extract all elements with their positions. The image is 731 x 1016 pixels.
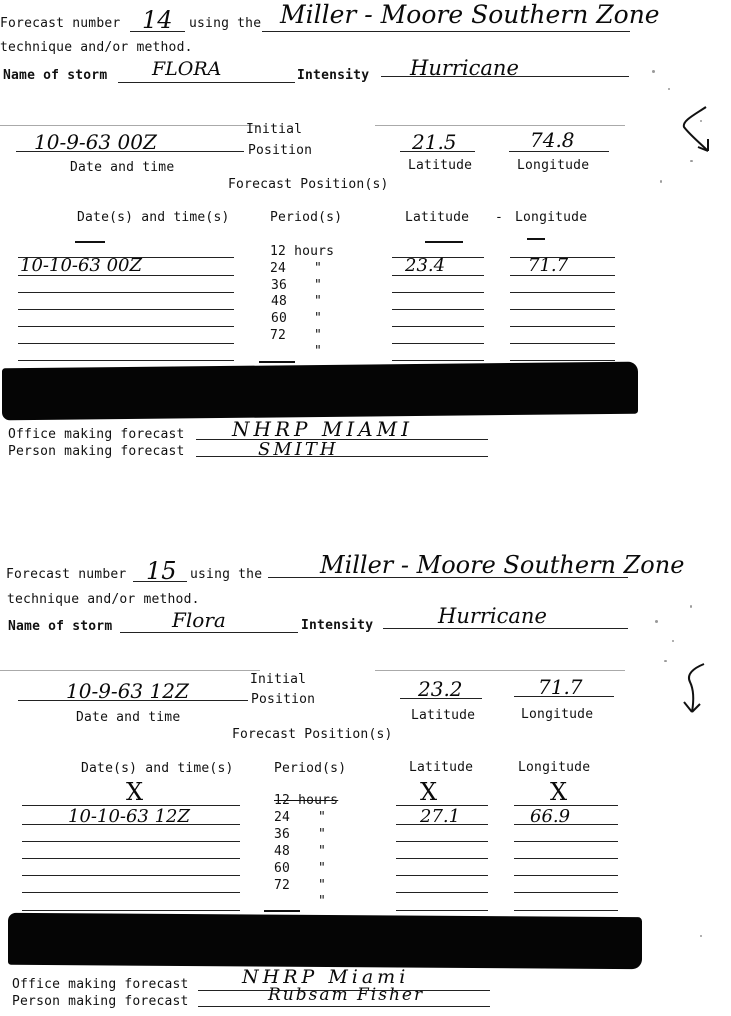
ditto-mark: " <box>318 861 327 876</box>
col-longitude-header: Longitude <box>515 210 588 225</box>
longitude-label: Longitude <box>521 707 594 722</box>
period-48: 48 <box>274 844 291 859</box>
using-the-label: using the <box>189 16 262 31</box>
col-dates-header: Date(s) and time(s) <box>81 761 234 776</box>
forecast-positions-label: Forecast Position(s) <box>232 727 393 742</box>
ditto-mark: " <box>314 261 323 276</box>
col-period-header: Period(s) <box>270 210 343 225</box>
col-dates-header: Date(s) and time(s) <box>77 210 230 225</box>
office-value: NHRP MIAMI <box>232 417 414 441</box>
position-label: Position <box>251 692 316 707</box>
ditto-mark: " <box>318 810 327 825</box>
longitude-label: Longitude <box>517 158 590 173</box>
forecast-number-label: Forecast number <box>0 16 121 31</box>
technique-label: technique and/or method. <box>0 40 193 55</box>
ditto-mark: " <box>314 278 323 293</box>
ditto-mark: " <box>318 844 327 859</box>
period-24: 24 <box>270 261 287 276</box>
col-longitude-header: Longitude <box>518 760 591 775</box>
initial-label: Initial <box>250 672 307 687</box>
using-the-label: using the <box>190 567 263 582</box>
forecast-longitude-value: 71.7 <box>528 255 569 276</box>
intensity-label: Intensity <box>301 618 374 633</box>
storm-name-label: Name of storm <box>3 68 108 83</box>
col-latitude-header: Latitude <box>405 210 470 225</box>
ditto-mark: " <box>314 344 323 359</box>
latitude-label: Latitude <box>408 158 473 173</box>
initial-latitude-value: 21.5 <box>412 130 457 154</box>
person-label: Person making forecast <box>12 994 189 1009</box>
period-12: 12 hours <box>270 244 335 259</box>
forecast-number-value: 14 <box>142 6 173 34</box>
latitude-label: Latitude <box>411 708 476 723</box>
arrow-icon <box>676 105 716 155</box>
ditto-mark: " <box>318 827 327 842</box>
initial-label: Initial <box>246 122 303 137</box>
forecast-positions-label: Forecast Position(s) <box>228 177 389 192</box>
initial-datetime-value: 10-9-63 12Z <box>66 679 189 703</box>
person-value: SMITH <box>258 439 339 460</box>
col-period-header: Period(s) <box>274 761 347 776</box>
initial-longitude-value: 74.8 <box>530 128 575 152</box>
ditto-mark: " <box>314 311 323 326</box>
forecast-number-value: 15 <box>146 557 177 585</box>
initial-datetime-value: 10-9-63 00Z <box>34 130 157 154</box>
office-value: NHRP Miami <box>242 966 410 988</box>
period-12: 12 hours <box>274 793 339 808</box>
office-label: Office making forecast <box>8 427 185 442</box>
intensity-value: Hurricane <box>438 604 547 628</box>
date-time-label: Date and time <box>76 710 181 725</box>
redaction-bar <box>2 362 638 421</box>
ditto-mark: " <box>314 328 323 343</box>
period-60: 60 <box>271 311 288 326</box>
initial-longitude-value: 71.7 <box>538 675 583 699</box>
storm-name-value: FLORA <box>152 58 222 80</box>
ditto-mark: " <box>318 878 327 893</box>
technique-label: technique and/or method. <box>7 592 200 607</box>
intensity-label: Intensity <box>297 68 370 83</box>
storm-name-value: Flora <box>172 608 226 632</box>
office-label: Office making forecast <box>12 977 189 992</box>
forecast-date-value: 10-10-63 00Z <box>20 255 143 276</box>
technique-value: Miller - Moore Southern Zone <box>280 0 660 29</box>
forecast-date-value: 10-10-63 12Z <box>68 806 191 827</box>
ditto-mark: " <box>314 294 323 309</box>
redaction-bar <box>8 913 642 969</box>
period-36: 36 <box>271 278 288 293</box>
intensity-value: Hurricane <box>410 56 519 80</box>
forecast-longitude-value: 66.9 <box>530 806 571 827</box>
position-label: Position <box>248 143 313 158</box>
forecast-latitude-value: 23.4 <box>405 255 446 276</box>
storm-name-label: Name of storm <box>8 619 113 634</box>
period-24: 24 <box>274 810 291 825</box>
date-time-label: Date and time <box>70 160 175 175</box>
forecast-latitude-value: 27.1 <box>420 806 461 827</box>
period-60: 60 <box>274 861 291 876</box>
initial-latitude-value: 23.2 <box>418 677 463 701</box>
period-72: 72 <box>270 328 287 343</box>
period-72: 72 <box>274 878 291 893</box>
technique-value: Miller - Moore Southern Zone <box>320 551 685 579</box>
period-48: 48 <box>271 294 288 309</box>
arrow-icon <box>680 660 710 720</box>
period-36: 36 <box>274 827 291 842</box>
forecast-number-label: Forecast number <box>6 567 127 582</box>
person-value: Rubsam Fisher <box>268 985 425 1005</box>
person-label: Person making forecast <box>8 444 185 459</box>
col-latitude-header: Latitude <box>409 760 474 775</box>
ditto-mark: " <box>318 894 327 909</box>
